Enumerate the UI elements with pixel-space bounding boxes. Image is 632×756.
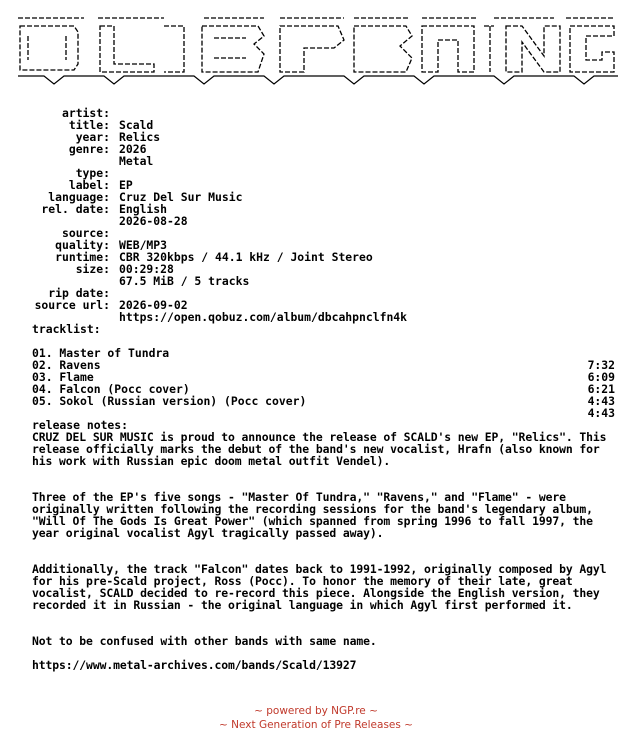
- artist-label: artist:: [61, 106, 110, 120]
- type-value: EP: [119, 178, 133, 192]
- year-label: year:: [75, 130, 110, 144]
- track-time: 4:43: [587, 406, 615, 420]
- tracklist-heading-row: [0, 311, 101, 336]
- year-value: 2026: [119, 142, 147, 156]
- notes-paragraph-4: Not to be confused with other bands with same name.: [32, 634, 377, 648]
- size-label: size:: [75, 262, 110, 276]
- track-time: 7:32: [587, 358, 615, 372]
- track-row: [0, 383, 632, 420]
- sourceurl-value[interactable]: https://open.qobuz.com/album/dbcahpnclfn4k: [119, 310, 408, 324]
- reldate-label: rel. date:: [41, 202, 110, 216]
- metal-archives-link[interactable]: https://www.metal-archives.com/bands/Scald/13927: [32, 658, 357, 672]
- track-title: 05. Sokol (Russian version) (Pocc cover): [32, 394, 307, 408]
- track-time: 6:21: [587, 382, 615, 396]
- notes-paragraph-2: Three of the EP's five songs - "Master Of Tundra," "Ravens," and "Flame" - were originally written following the recording sessions for the band's legendary album, "Will Of The Gods Is Great Power" (which spanned from spring 1996 to fall 1997, the year original vocalist Agyl tragically passed away).: [32, 490, 593, 540]
- ascii-art-logo: [14, 12, 620, 86]
- ripdate-value: 2026-09-02: [119, 298, 188, 312]
- artist-value: Scald: [119, 118, 154, 132]
- language-label: language:: [48, 190, 110, 204]
- source-label: source:: [61, 226, 110, 240]
- size-value: 67.5 MiB / 5 tracks: [119, 274, 250, 288]
- notes-paragraph-1: CRUZ DEL SUR MUSIC is proud to announce the release of SCALD's new EP, "Relics". This release officially marks the debut of the band's new vocalist, Hrafn (also known for his work with Russian epic doom metal outfit Vendel).: [32, 430, 607, 468]
- title-label: title:: [68, 118, 110, 132]
- track-title: 04. Falcon (Pocc cover): [32, 382, 190, 396]
- reldate-value: 2026-08-28: [119, 214, 188, 228]
- footer-powered-by[interactable]: ~ powered by NGP.re ~: [254, 705, 378, 717]
- track-time: 4:43: [587, 394, 615, 408]
- language-value: English: [119, 202, 168, 216]
- title-value: Relics: [119, 130, 161, 144]
- runtime-label: runtime:: [55, 250, 110, 264]
- notes-heading-row: [0, 407, 129, 432]
- type-label: type:: [75, 166, 110, 180]
- label-value: Cruz Del Sur Music: [119, 190, 243, 204]
- genre-label: genre:: [68, 142, 110, 156]
- notes-heading: release notes:: [32, 418, 129, 432]
- notes-paragraph-3: Additionally, the track "Falcon" dates back to 1991-1992, originally composed by Agyl for his pre-Scald project, Ross (Pocc). To honor the memory of their late, great vocalist, SCALD decided to re-record this piece. Alongside the English version, they recorded it in Russian - the original language in which Agyl first performed it.: [32, 562, 607, 612]
- track-title: 02. Ravens: [32, 358, 101, 372]
- ripdate-label: rip date:: [48, 286, 110, 300]
- track-title: 01. Master of Tundra: [32, 346, 170, 360]
- genre-value: Metal: [119, 154, 154, 168]
- quality-label: quality:: [55, 238, 110, 252]
- tracklist-heading: tracklist:: [32, 322, 101, 336]
- label-label: label:: [68, 178, 110, 192]
- footer-tagline: ~ Next Generation of Pre Releases ~: [219, 719, 413, 731]
- track-title: 03. Flame: [32, 370, 94, 384]
- quality-value: CBR 320kbps / 44.1 kHz / Joint Stereo: [119, 250, 373, 264]
- track-time: 6:09: [587, 370, 615, 384]
- source-value: WEB/MP3: [119, 238, 168, 252]
- runtime-value: 00:29:28: [119, 262, 174, 276]
- sourceurl-label: source url:: [34, 298, 110, 312]
